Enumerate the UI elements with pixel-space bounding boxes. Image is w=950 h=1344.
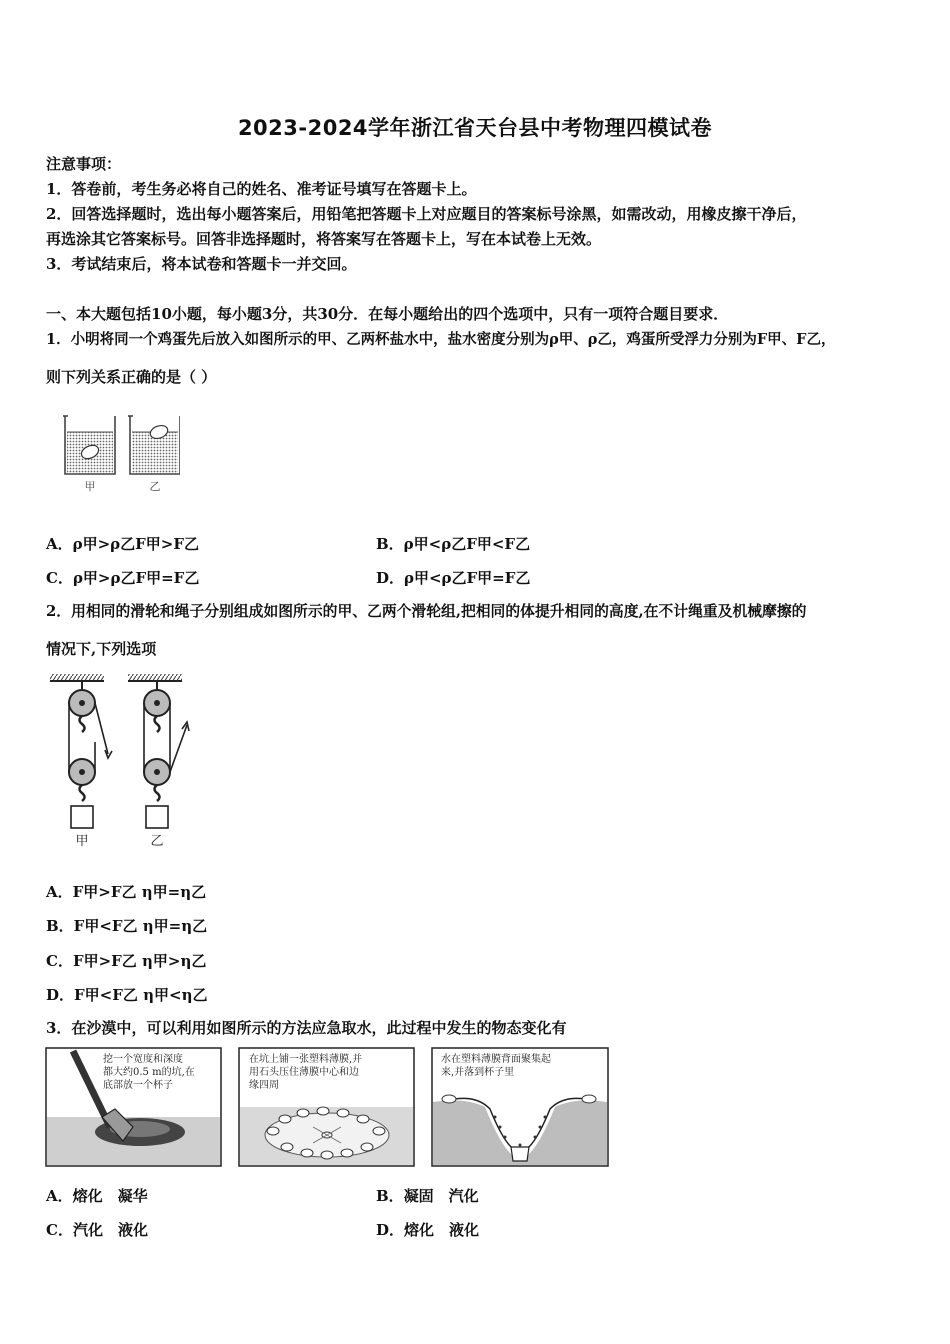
question-1-stem-cont: 则下列关系正确的是（ ） <box>46 368 217 386</box>
option-a[interactable]: A．F甲>F乙 η甲=η乙 <box>46 883 207 901</box>
panel-caption: 用石头压住薄膜中心和边 <box>249 1067 359 1078</box>
notice-item: 3．考试结束后，将本试卷和答题卡一并交回。 <box>46 255 357 273</box>
notice-item: 1．答卷前，考生务必将自己的姓名、准考证号填写在答题卡上。 <box>46 180 477 198</box>
option-d[interactable]: D．ρ甲<ρ乙F甲=F乙 <box>376 569 531 587</box>
page-title: 2023-2024学年浙江省天台县中考物理四模试卷 <box>237 116 713 140</box>
question-1-stem: 1．小明将同一个鸡蛋先后放入如图所示的甲、乙两杯盐水中，盐水密度分别为ρ甲、ρ乙，鸡蛋所受浮力分别为F甲、F乙， <box>46 331 836 348</box>
load-box-icon <box>146 806 168 828</box>
option-b[interactable]: B．ρ甲<ρ乙F甲<F乙 <box>376 535 531 553</box>
panel-condensation <box>432 1048 608 1166</box>
option-b[interactable]: B．凝固 汽化 <box>376 1187 479 1205</box>
option-a[interactable]: A．ρ甲>ρ乙F甲>F乙 <box>46 535 200 553</box>
notice-item: 2．回答选择题时，选出每小题答案后，用铅笔把答题卡上对应题目的答案标号涂黑，如需改动，用橡皮擦干净后， <box>46 205 807 223</box>
panel-caption: 水在塑料薄膜背面聚集起 <box>441 1054 551 1065</box>
question-2-stem: 2．用相同的滑轮和绳子分别组成如图所示的甲、乙两个滑轮组,把相同的体提升相同的高度,在不计绳重及机械摩擦的 <box>46 603 807 620</box>
panel-caption: 都大约0.5 m的坑,在 <box>103 1067 195 1078</box>
panel-caption: 在坑上铺一张塑料薄膜,并 <box>249 1054 363 1065</box>
option-a[interactable]: A．熔化 凝华 <box>46 1187 148 1205</box>
option-c[interactable]: C．ρ甲>ρ乙F甲=F乙 <box>46 569 200 587</box>
figure-label-jia: 甲 <box>84 480 96 493</box>
beaker-yi <box>128 416 180 474</box>
option-c[interactable]: C．F甲>F乙 η甲>η乙 <box>46 952 207 970</box>
desert-water-figure <box>45 1047 610 1168</box>
notice-heading: 注意事项： <box>46 155 122 173</box>
pulley-figure <box>44 670 204 850</box>
question-2-stem-cont: 情况下,下列选项 <box>46 640 157 658</box>
section-heading: 一、本大题包括10小题，每小题3分，共30分．在每小题给出的四个选项中，只有一项符合题目要求． <box>46 305 729 323</box>
figure-label-jia: 甲 <box>75 834 89 849</box>
panel-dig-pit <box>46 1048 221 1166</box>
option-b[interactable]: B．F甲<F乙 η甲=η乙 <box>46 917 208 935</box>
panel-caption: 挖一个宽度和深度 <box>103 1054 183 1065</box>
figure-label-yi: 乙 <box>150 834 164 849</box>
question-3-stem: 3．在沙漠中，可以利用如图所示的方法应急取水，此过程中发生的物态变化有 <box>46 1019 567 1037</box>
figure-label-yi: 乙 <box>149 480 161 493</box>
cup-icon <box>511 1147 529 1161</box>
pulley-system-yi <box>128 674 189 849</box>
pulley-system-jia <box>50 674 112 849</box>
beakers-figure <box>60 410 180 494</box>
option-d[interactable]: D．熔化 液化 <box>376 1221 480 1239</box>
load-box-icon <box>71 806 93 828</box>
option-c[interactable]: C．汽化 液化 <box>46 1221 148 1239</box>
notice-item: 再选涂其它答案标号。回答非选择题时，将答案写在答题卡上，写在本试卷上无效。 <box>46 230 602 248</box>
panel-caption: 底部放一个杯子 <box>103 1080 173 1091</box>
option-d[interactable]: D．F甲<F乙 η甲<η乙 <box>46 986 208 1004</box>
beaker-jia <box>63 416 115 474</box>
panel-caption: 缘四周 <box>249 1080 279 1091</box>
panel-caption: 来,并落到杯子里 <box>441 1067 515 1078</box>
panel-cover-film <box>239 1048 414 1166</box>
